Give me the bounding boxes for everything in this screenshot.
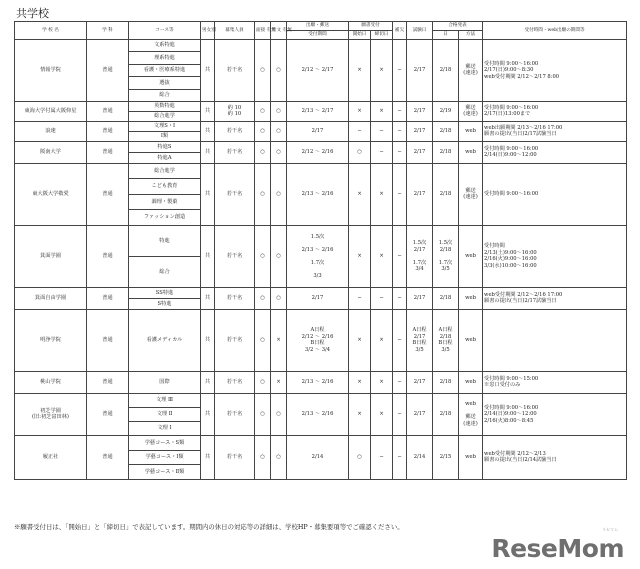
interview-cell: ○ [255, 141, 271, 163]
exam-cell: 2/17 [407, 141, 433, 163]
course-cell: 学藝コース・S類 [129, 435, 201, 450]
result-cell: 2/18 [433, 393, 459, 435]
doc-start-cell: × [349, 225, 371, 287]
sakubun-cell: ○ [271, 141, 287, 163]
doc-end-cell: × [371, 393, 393, 435]
table-wrap [14, 21, 626, 534]
course-cell: SS特進 [129, 287, 201, 298]
header-sakubun: 作文 有無 [271, 22, 287, 40]
interview-cell: ○ [255, 309, 271, 371]
exam-cell: A日程 2/17 B日程 3/5 [407, 309, 433, 371]
dept-cell: 普通 [87, 393, 129, 435]
course-cell: 特進S [129, 141, 201, 152]
doc-end-cell: ─ [371, 287, 393, 309]
sakubun-cell: ○ [271, 40, 287, 102]
result-cell: 2/18 [433, 141, 459, 163]
method-cell: web [459, 435, 483, 479]
period-cell: 2/13 〜 2/17 [287, 101, 349, 121]
course-cell: Ⅰ類 [129, 131, 201, 141]
tsuika-cell: ─ [393, 163, 407, 225]
notes-cell: 受付時間 9:00〜16:00 2/14(日)9:00〜12:00 [483, 141, 627, 163]
notes-cell: 受付時間 9:00〜16:00 2/14(日)9:00〜12:00 2/16(火)8:00〜8:45 [483, 393, 627, 435]
table-row [15, 393, 627, 407]
sakubun-cell: ○ [271, 121, 287, 141]
result-cell: 2/18 [433, 287, 459, 309]
gender-cell: 共 [201, 287, 215, 309]
doc-end-cell: ─ [371, 141, 393, 163]
table-row [15, 309, 627, 371]
interview-cell: ○ [255, 393, 271, 435]
gender-cell: 共 [201, 225, 215, 287]
exam-cell: 2/17 [407, 287, 433, 309]
notes-cell: web出願期間 2/13〜2/16 17:00 願書の提出(当日)2/17試験当日 [483, 121, 627, 141]
table-row [15, 121, 627, 131]
course-cell: 文理 Ⅰ [129, 421, 201, 435]
gender-cell: 共 [201, 435, 215, 479]
course-cell: 看護メディカル [129, 309, 201, 371]
interview-cell: ○ [255, 121, 271, 141]
header-app-period: 受付期間 [287, 31, 349, 40]
method-cell: web [459, 309, 483, 371]
table-row [15, 163, 627, 179]
period-cell: 2/12 〜 2/16 [287, 141, 349, 163]
exam-cell: 2/17 [407, 371, 433, 393]
capacity-cell: 若干名 [215, 225, 255, 287]
doc-end-cell: × [371, 40, 393, 102]
tsuika-cell: ─ [393, 287, 407, 309]
gender-cell: 共 [201, 393, 215, 435]
period-cell: A日程 2/12 〜 2/16 B日程 3/2 〜 3/4 [287, 309, 349, 371]
course-cell: 看護・医療系特進 [129, 64, 201, 76]
result-cell: 2/18 [433, 40, 459, 102]
doc-end-cell: ─ [371, 121, 393, 141]
tsuika-cell: ─ [393, 101, 407, 121]
header-school: 学 校 名 [15, 22, 87, 40]
capacity-cell: 若干名 [215, 40, 255, 102]
method-cell: web 郵送 (速達) [459, 393, 483, 435]
doc-end-cell: × [371, 225, 393, 287]
capacity-cell: 若干名 [215, 141, 255, 163]
school-cell: 箕面自由学園 [15, 287, 87, 309]
result-cell: 2/18 [433, 121, 459, 141]
header-result-day: 日 [433, 31, 459, 40]
method-cell: 郵送 (速達) [459, 40, 483, 102]
doc-start-cell: ○ [349, 141, 371, 163]
tsuika-cell: ─ [393, 435, 407, 479]
footnote: ※願書受付日は、「開始日」と「締切日」で表記しています。期間内の休日の対応等の詳細は、学校HP・募集要項等でご確認ください。 [14, 523, 404, 531]
course-cell: 学藝コース・Ⅱ類 [129, 465, 201, 480]
course-cell: 総合進学 [129, 163, 201, 179]
result-cell: 2/15 [433, 435, 459, 479]
notes-cell: web受付期間 2/12〜2/13 願書の提出(当日)2/14試験当日 [483, 435, 627, 479]
dept-cell: 普通 [87, 287, 129, 309]
result-cell: 2/18 [433, 163, 459, 225]
table-row [15, 101, 627, 111]
course-cell: 文系特進 [129, 40, 201, 52]
doc-end-cell: × [371, 163, 393, 225]
dept-cell: 普通 [87, 371, 129, 393]
course-cell: こども教育 [129, 179, 201, 195]
course-cell: S特進 [129, 298, 201, 309]
tsuika-cell: ─ [393, 393, 407, 435]
tsuika-cell: ─ [393, 121, 407, 141]
interview-cell: ○ [255, 371, 271, 393]
dept-cell: 普通 [87, 309, 129, 371]
doc-start-cell: × [349, 393, 371, 435]
dept-cell: 普通 [87, 225, 129, 287]
notes-cell: 受付時間 9:00〜15:00 ※窓口受付のみ [483, 371, 627, 393]
gender-cell: 共 [201, 121, 215, 141]
method-cell: 郵送 (速達) [459, 163, 483, 225]
dept-cell: 普通 [87, 40, 129, 102]
method-cell: web [459, 121, 483, 141]
notes-cell: 受付時間 2/13(土)9:00〜16:00 2/16(火)9:00〜16:00 3/3(水)10:00〜16:00 [483, 225, 627, 287]
doc-start-cell: ─ [349, 287, 371, 309]
exam-cell: 2/17 [407, 121, 433, 141]
sakubun-cell: ○ [271, 225, 287, 287]
course-cell: 英数特進 [129, 101, 201, 111]
resemom-logo: ReseMom [491, 534, 624, 563]
method-cell: web [459, 225, 483, 287]
school-cell: 箕面学園 [15, 225, 87, 287]
tsuika-cell: ─ [393, 40, 407, 102]
school-cell: 初芝学園 (旧:初芝富田林) [15, 393, 87, 435]
course-cell: 国際 [129, 371, 201, 393]
course-cell: 特進A [129, 152, 201, 163]
gender-cell: 共 [201, 101, 215, 121]
doc-start-cell: × [349, 40, 371, 102]
notes-cell: 受付時間 9:00〜16:00 2/17(日)9:00〜8:30 web受付期間 2/12〜2/17 8:00 [483, 40, 627, 102]
doc-start-cell: ─ [349, 121, 371, 141]
header-course: コース等 [129, 22, 201, 40]
page-title: 共学校 [16, 7, 49, 20]
school-cell: 履正社 [15, 435, 87, 479]
gender-cell: 共 [201, 141, 215, 163]
course-cell: 調理・製菓 [129, 194, 201, 210]
doc-start-cell: × [349, 309, 371, 371]
sakubun-cell: × [271, 309, 287, 371]
result-cell: 1.5次 2/18 1.7次 3/5 [433, 225, 459, 287]
method-cell: web [459, 371, 483, 393]
school-cell: 情報学院 [15, 40, 87, 102]
period-cell: 2/13 〜 2/16 [287, 163, 349, 225]
header-interview: 面接 有無 [255, 22, 271, 40]
capacity-cell: 約 10 約 10 [215, 101, 255, 121]
header-doc: 願書受付 [349, 22, 393, 31]
capacity-cell: 若干名 [215, 287, 255, 309]
gender-cell: 共 [201, 40, 215, 102]
interview-cell: ○ [255, 225, 271, 287]
school-cell: 阪南大学 [15, 141, 87, 163]
capacity-cell: 若干名 [215, 435, 255, 479]
admission-table [14, 21, 627, 480]
header-notes: 受付時間・web出願の期間等 [483, 22, 627, 40]
dept-cell: 普通 [87, 101, 129, 121]
sakubun-cell: ○ [271, 287, 287, 309]
sakubun-cell: × [271, 371, 287, 393]
capacity-cell: 若干名 [215, 121, 255, 141]
exam-cell: 2/14 [407, 435, 433, 479]
course-cell: 理系特進 [129, 52, 201, 64]
school-cell: 桃山学院 [15, 371, 87, 393]
course-cell: 文理 Ⅱ [129, 407, 201, 421]
sakubun-cell: ○ [271, 393, 287, 435]
school-cell: 浪速 [15, 121, 87, 141]
dept-cell: 普通 [87, 435, 129, 479]
interview-cell: ○ [255, 435, 271, 479]
exam-cell: 1.5次 2/17 1.7次 3/4 [407, 225, 433, 287]
header-tsuika: 補欠 [393, 22, 407, 40]
notes-cell: 受付時間 9:00〜16:00 2/17(日)13:00まで [483, 101, 627, 121]
gender-cell: 共 [201, 309, 215, 371]
tsuika-cell: ─ [393, 141, 407, 163]
header-app: 出願・郵送 [287, 22, 349, 31]
doc-start-cell: × [349, 101, 371, 121]
doc-end-cell: ─ [371, 435, 393, 479]
table-row [15, 141, 627, 152]
header-doc-end: 締切日 [371, 31, 393, 40]
table-body [15, 40, 627, 480]
interview-cell: ○ [255, 163, 271, 225]
gender-cell: 共 [201, 371, 215, 393]
course-cell: 総合 [129, 89, 201, 101]
period-cell: 2/12 〜 2/17 [287, 40, 349, 102]
header-exam: 試験日 [407, 22, 433, 40]
result-cell: 2/18 [433, 371, 459, 393]
period-cell: 1.5次 2/13 〜 2/16 1.7次 3/3 [287, 225, 349, 287]
sakubun-cell: ○ [271, 163, 287, 225]
tsuika-cell: ─ [393, 225, 407, 287]
course-cell: 学藝コース・Ⅰ類 [129, 450, 201, 465]
school-cell: 明浄学院 [15, 309, 87, 371]
logo-subtitle: リセマム [602, 527, 618, 532]
period-cell: 2/13 〜 2/16 [287, 371, 349, 393]
doc-end-cell: × [371, 101, 393, 121]
capacity-cell: 若干名 [215, 371, 255, 393]
method-cell: web [459, 141, 483, 163]
doc-start-cell: × [349, 163, 371, 225]
doc-end-cell: × [371, 371, 393, 393]
header-method: 方法 [459, 31, 483, 40]
interview-cell: ○ [255, 40, 271, 102]
tsuika-cell: ─ [393, 309, 407, 371]
exam-cell: 2/17 [407, 101, 433, 121]
header-doc-start: 開始日 [349, 31, 371, 40]
interview-cell: ○ [255, 287, 271, 309]
tsuika-cell: ─ [393, 371, 407, 393]
exam-cell: 2/17 [407, 163, 433, 225]
capacity-cell: 若干名 [215, 393, 255, 435]
table-row [15, 225, 627, 256]
header-dept: 学 科 [87, 22, 129, 40]
header-result: 合格発表 [433, 22, 483, 31]
course-cell: ファッション創造 [129, 210, 201, 226]
sakubun-cell: ○ [271, 101, 287, 121]
period-cell: 2/14 [287, 435, 349, 479]
result-cell: 2/19 [433, 101, 459, 121]
notes-cell [483, 309, 627, 371]
dept-cell: 普通 [87, 163, 129, 225]
course-cell: 文理S・I [129, 121, 201, 131]
interview-cell: ○ [255, 101, 271, 121]
course-cell: 選抜 [129, 77, 201, 89]
doc-end-cell: × [371, 309, 393, 371]
result-cell: A日程 2/18 B日程 3/5 [433, 309, 459, 371]
table-row [15, 435, 627, 450]
notes-cell: web受付期間 2/12〜2/16 17:00 願書の提出(当日)2/17試験当日 [483, 287, 627, 309]
method-cell: web [459, 287, 483, 309]
school-cell: 東海大学付属大阪仰星 [15, 101, 87, 121]
table-row [15, 371, 627, 393]
period-cell: 2/17 [287, 121, 349, 141]
period-cell: 2/17 [287, 287, 349, 309]
header-capacity: 募集人員 [215, 22, 255, 40]
notes-cell: 受付時間 9:00〜16:00 [483, 163, 627, 225]
gender-cell: 共 [201, 163, 215, 225]
course-cell: 総合進学 [129, 111, 201, 121]
method-cell: 郵送 (速達) [459, 101, 483, 121]
doc-start-cell: ○ [349, 435, 371, 479]
table-row [15, 40, 627, 52]
sakubun-cell: ○ [271, 435, 287, 479]
doc-start-cell: × [349, 371, 371, 393]
course-cell: 特進 [129, 225, 201, 256]
capacity-cell: 若干名 [215, 163, 255, 225]
capacity-cell: 若干名 [215, 309, 255, 371]
page [14, 7, 626, 534]
school-cell: 東大阪大学敬愛 [15, 163, 87, 225]
period-cell: 2/13 〜 2/16 [287, 393, 349, 435]
table-row [15, 287, 627, 298]
dept-cell: 普通 [87, 121, 129, 141]
header-gender: 男女別 [201, 22, 215, 40]
dept-cell: 普通 [87, 141, 129, 163]
exam-cell: 2/17 [407, 40, 433, 102]
exam-cell: 2/17 [407, 393, 433, 435]
course-cell: 総合 [129, 256, 201, 287]
course-cell: 文理 Ⅲ [129, 393, 201, 407]
